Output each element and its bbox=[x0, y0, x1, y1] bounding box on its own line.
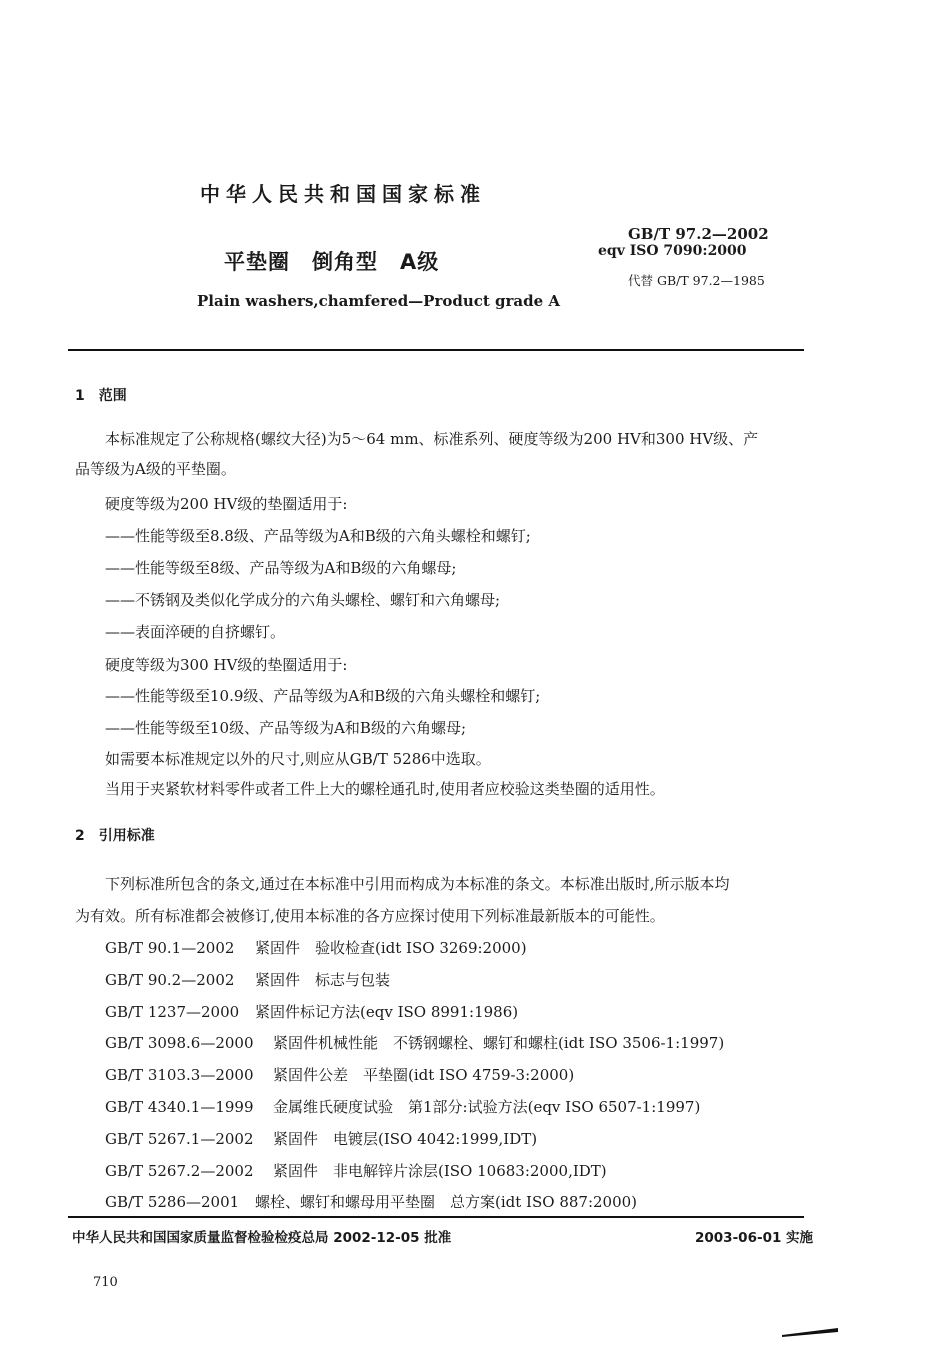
reference-entry bbox=[105, 937, 527, 958]
reference-title: 紧固件 非电解锌片涂层(ISO 10683:2000,IDT) bbox=[273, 1162, 607, 1180]
reference-title: 紧固件公差 平垫圈(idt ISO 4759-3:2000) bbox=[273, 1066, 575, 1084]
reference-title: 紧固件机械性能 不锈钢螺栓、螺钉和螺柱(idt ISO 3506-1:1997) bbox=[273, 1034, 725, 1052]
reference-code: GB/T 4340.1—1999 bbox=[105, 1098, 254, 1116]
page-number: 710 bbox=[93, 1275, 118, 1290]
section-1-intro-line1: 本标准规定了公称规格(螺纹大径)为5～64 mm、标准系列、硬度等级为200 HV和300 HV级、产 bbox=[105, 430, 759, 448]
reference-entry bbox=[105, 1160, 607, 1181]
reference-entry bbox=[105, 1064, 574, 1085]
hv200-item: ——不锈钢及类似化学成分的六角头螺栓、螺钉和六角螺母; bbox=[105, 591, 501, 609]
soft-material-note: 当用于夹紧软材料零件或者工件上大的螺栓通孔时,使用者应校验这类垫圈的适用性。 bbox=[105, 780, 665, 798]
reference-entry bbox=[105, 1191, 637, 1212]
section-1-heading: 1 范围 bbox=[75, 388, 127, 404]
header-divider bbox=[68, 349, 804, 351]
reference-title: 金属维氏硬度试验 第1部分:试验方法(eqv ISO 6507-1:1997) bbox=[273, 1098, 701, 1116]
section-2-heading: 2 引用标准 bbox=[75, 828, 155, 844]
equivalent-standard: eqv ISO 7090:2000 bbox=[598, 243, 747, 259]
reference-title: 紧固件标记方法(eqv ISO 8991:1986) bbox=[255, 1003, 519, 1021]
reference-entry bbox=[105, 1128, 537, 1149]
reference-code: GB/T 5286—2001 bbox=[105, 1193, 240, 1211]
reference-code: GB/T 5267.1—2002 bbox=[105, 1130, 254, 1148]
hv200-item: ——表面淬硬的自挤螺钉。 bbox=[105, 623, 286, 641]
replaces-standard: 代替 GB/T 97.2—1985 bbox=[628, 273, 765, 288]
hv300-item: ——性能等级至10级、产品等级为A和B级的六角螺母; bbox=[105, 719, 466, 737]
reference-title: 紧固件 验收检查(idt ISO 3269:2000) bbox=[255, 939, 527, 957]
hv200-item: ——性能等级至8级、产品等级为A和B级的六角螺母; bbox=[105, 559, 457, 577]
hv200-lead: 硬度等级为200 HV级的垫圈适用于: bbox=[105, 495, 348, 513]
reference-entry bbox=[105, 969, 390, 990]
reference-code: GB/T 90.2—2002 bbox=[105, 971, 235, 989]
hv300-item: ——性能等级至10.9级、产品等级为A和B级的六角头螺栓和螺钉; bbox=[105, 687, 541, 705]
section-2-intro-line1: 下列标准所包含的条文,通过在本标准中引用而构成为本标准的条文。本标准出版时,所示版本均 bbox=[105, 875, 730, 893]
scan-edge-mark bbox=[780, 1322, 840, 1338]
reference-title: 螺栓、螺钉和螺母用平垫圈 总方案(idt ISO 887:2000) bbox=[255, 1193, 638, 1211]
reference-entry bbox=[105, 1032, 724, 1053]
implementation-date: 2003-06-01 实施 bbox=[695, 1230, 814, 1246]
hv200-item: ——性能等级至8.8级、产品等级为A和B级的六角头螺栓和螺钉; bbox=[105, 527, 531, 545]
reference-code: GB/T 3103.3—2000 bbox=[105, 1066, 254, 1084]
document-title-en: Plain washers,chamfered—Product grade A bbox=[197, 292, 561, 310]
reference-code: GB/T 90.1—2002 bbox=[105, 939, 235, 957]
reference-entry bbox=[105, 1096, 700, 1117]
section-2-intro-line2: 为有效。所有标准都会被修订,使用本标准的各方应探讨使用下列标准最新版本的可能性。 bbox=[75, 907, 665, 925]
footer-divider bbox=[68, 1216, 804, 1218]
section-1-intro-line2: 品等级为A级的平垫圈。 bbox=[75, 460, 236, 478]
document-title-cn: 平垫圈 倒角型 A级 bbox=[224, 250, 440, 274]
standard-code: GB/T 97.2—2002 bbox=[628, 225, 769, 243]
reference-code: GB/T 1237—2000 bbox=[105, 1003, 240, 1021]
approval-line: 中华人民共和国国家质量监督检验检疫总局 2002-12-05 批准 bbox=[72, 1230, 452, 1246]
reference-entry bbox=[105, 1001, 518, 1022]
reference-code: GB/T 3098.6—2000 bbox=[105, 1034, 254, 1052]
reference-title: 紧固件 电镀层(ISO 4042:1999,IDT) bbox=[273, 1130, 538, 1148]
reference-title: 紧固件 标志与包装 bbox=[255, 971, 391, 989]
size-selection-note: 如需要本标准规定以外的尺寸,则应从GB/T 5286中选取。 bbox=[105, 750, 491, 768]
hv300-lead: 硬度等级为300 HV级的垫圈适用于: bbox=[105, 656, 348, 674]
reference-code: GB/T 5267.2—2002 bbox=[105, 1162, 254, 1180]
national-standard-heading: 中华人民共和国国家标准 bbox=[200, 182, 486, 206]
